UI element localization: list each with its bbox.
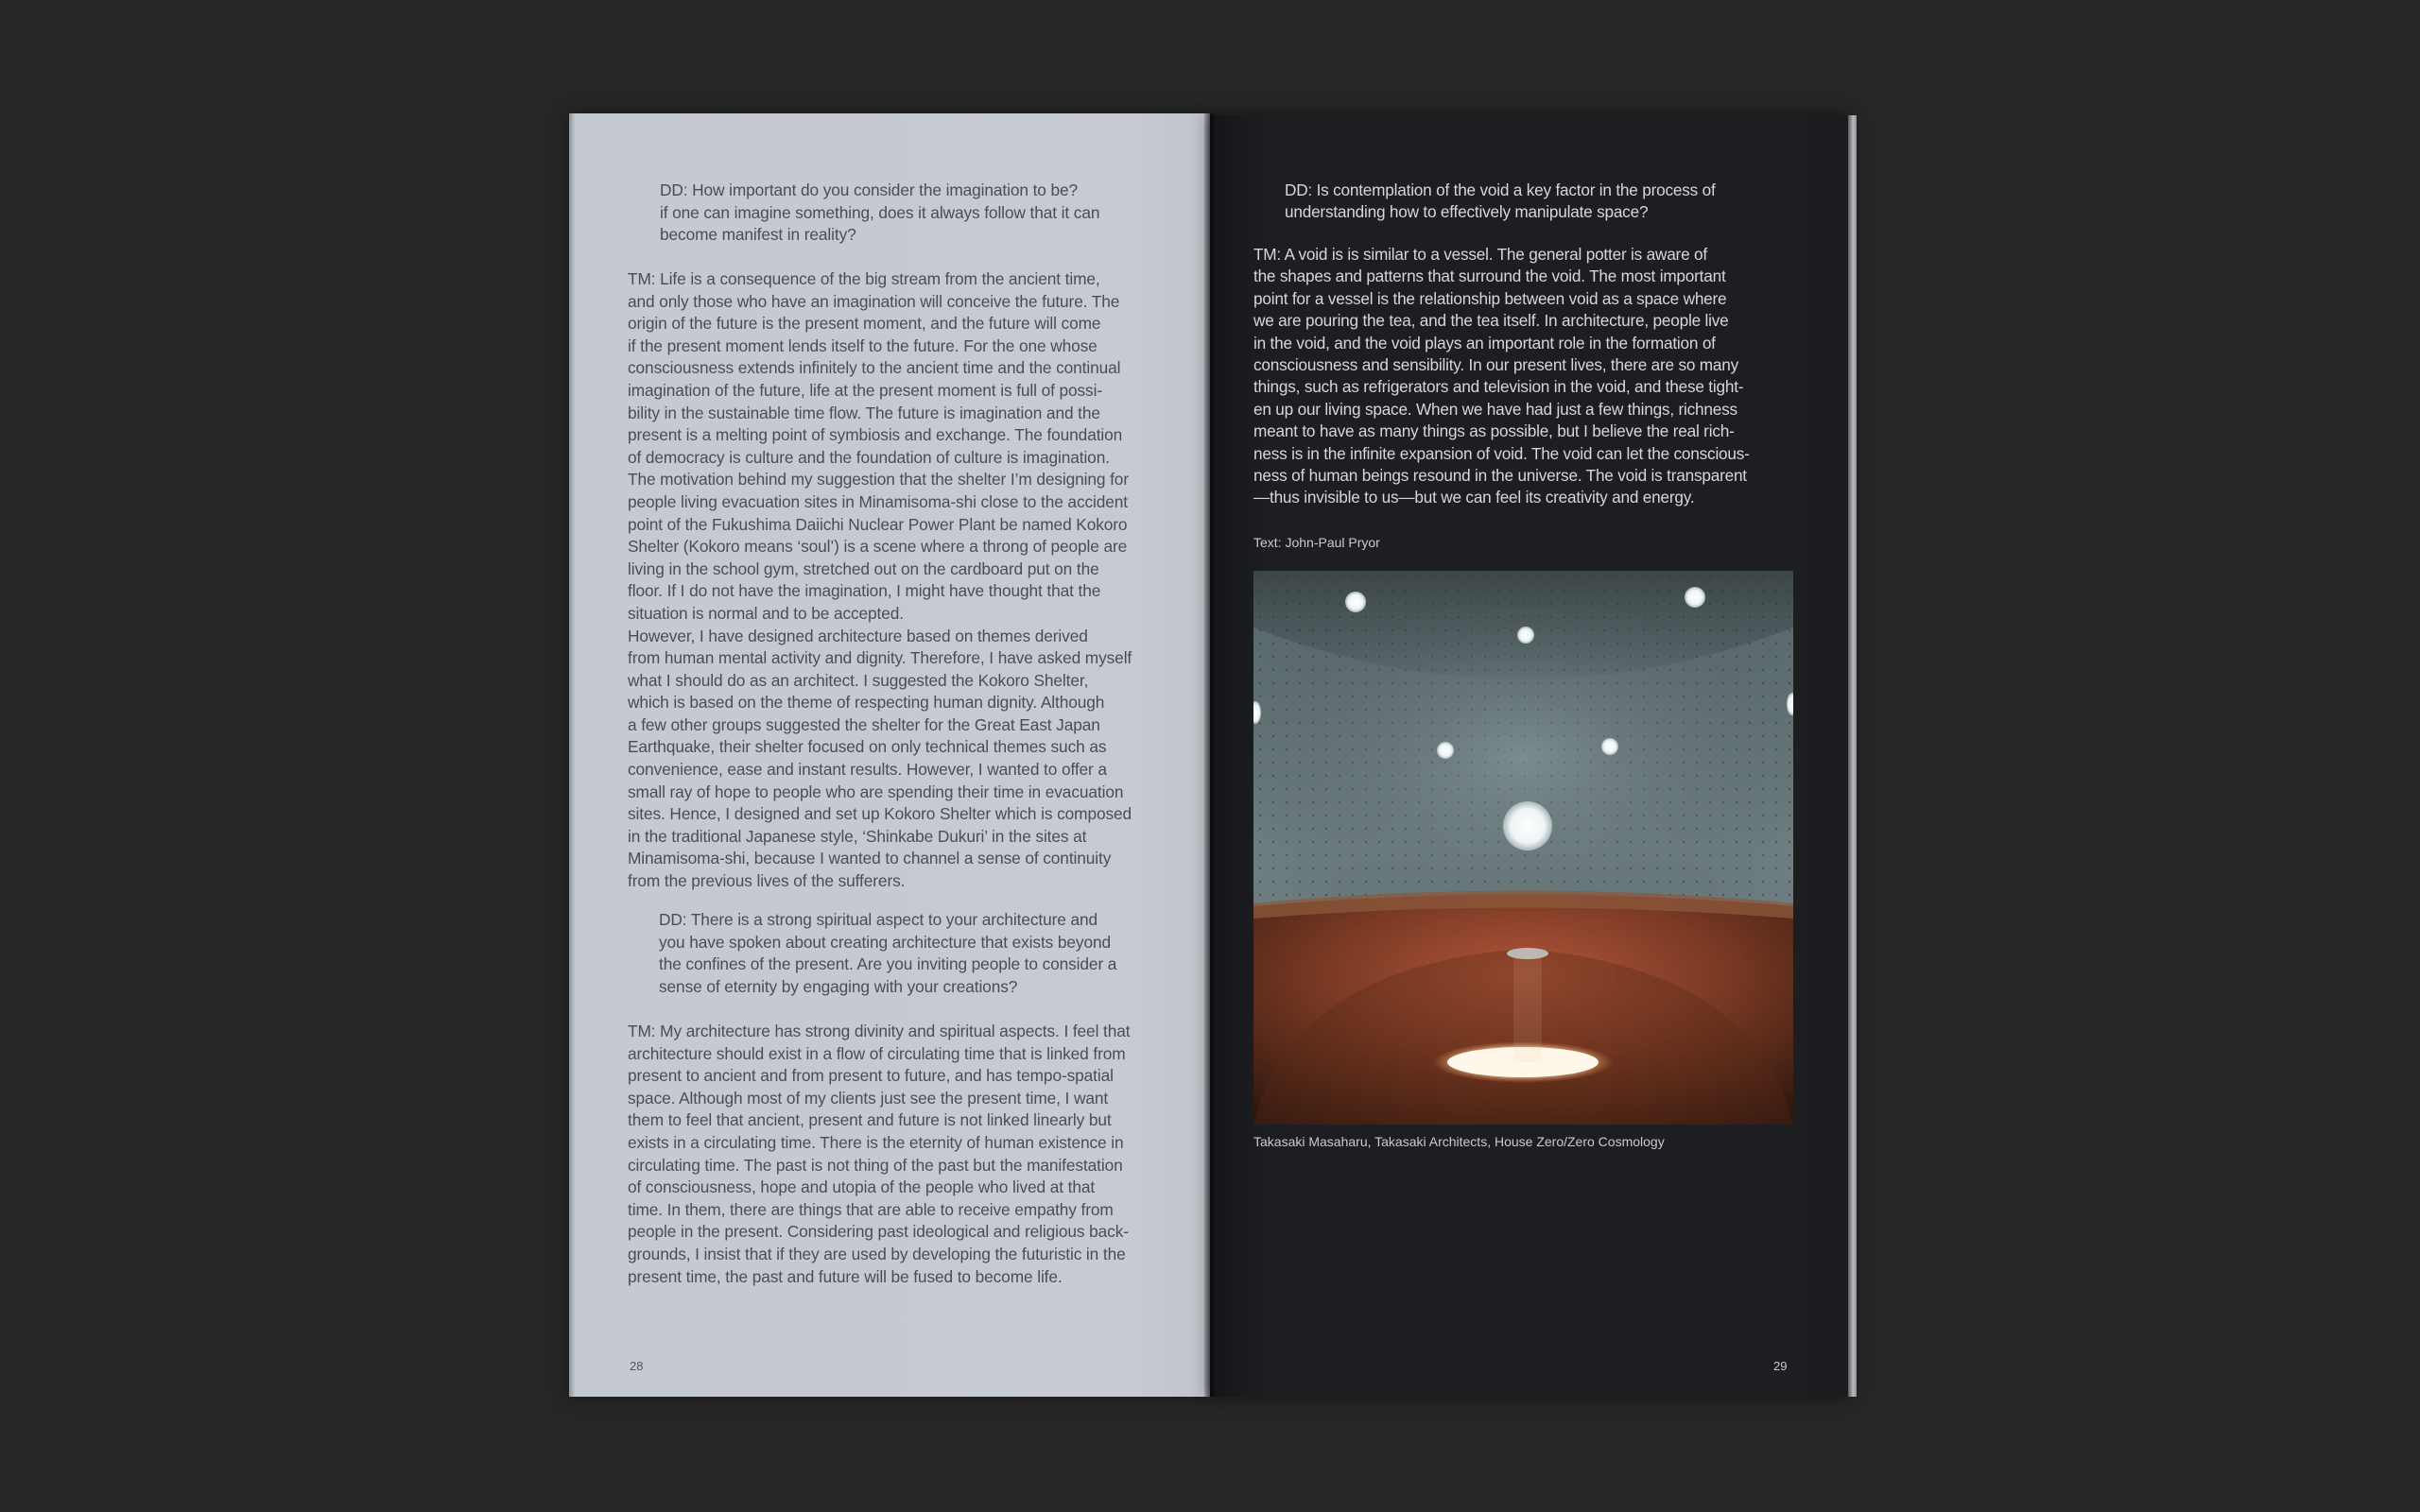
answer-void: TM: A void is is similar to a vessel. The general potter is aware of the shapes and patterns that surround the void. The most important point for a vessel is the relationship between void as a space where we are pouring the tea, and the tea itself. In architecture, people live in the void, and the void plays an important role in the formation of consciousness and sensibility. In our present lives, there are so many things, such as refrigerators and television in the void, and these tight- en up our living space. When we have had just a few things, richness meant to have as many things as possible, but I believe the real rich- ness is in the infinite expansion of void. The void can let the conscious- ness of human beings resound in the universe. The void is transparent —thus invisible to us—but we can feel its creativity and energy.: [1253, 245, 1750, 507]
left-page: [569, 113, 1210, 1397]
question-void: DD: Is contemplation of the void a key factor in the process of understanding how to effectively manipulate space?: [1285, 180, 1716, 222]
page-number-right: 29: [1773, 1359, 1788, 1373]
text-credit: Text: John-Paul Pryor: [1253, 535, 1380, 550]
answer-imagination: TM: Life is a consequence of the big stream from the ancient time, and only those who have an imagination will conceive the future. The origin of the future is the present moment, and the future will come if the present moment lends itself to the future. For the one whose consciousness extends infinitely to the ancient time and the continual imagination of the future, life at the present moment is full of possi- bility in the sustainable time flow. The future is imagination and the present is a melting point of symbiosis and exchange. The foundation of democracy is culture and the foundation of culture is imagination. The motivation behind my suggestion that the shelter I’m designing for people living evacuation sites in Minamisoma-shi close to the accident point of the Fukushima Daiichi Nuclear Power Plant be named Kokoro Shelter (Kokoro means ‘soul’) is a scene where a throng of people are living in the school gym, stretched out on the cardboard put on the floor. If I do not have the imagination, I might have thought that the situation is normal and to be accepted. However, I have designed architecture based on themes derived from human mental activity and dignity. Therefore, I have asked myself what I should do as an architect. I suggested the Kokoro Shelter, which is based on the theme of respecting human dignity. Although a few other groups suggested the shelter for the Great East Japan Earthquake, their shelter focused on only technical themes such as convenience, ease and instant results. However, I wanted to offer a small ray of hope to people who are spending their time in evacuation sites. Hence, I designed and set up Kokoro Shelter which is composed in the traditional Japanese style, ‘Shinkabe Dukuri’ in the sites at Minamisoma-shi, because I wanted to channel a sense of continuity from the previous lives of the sufferers.: [628, 269, 1132, 891]
house-zero-interior-image: [1253, 571, 1793, 1125]
left-page-edge: [569, 113, 575, 1397]
page-number-left: 28: [630, 1359, 644, 1373]
spine-gutter: [1204, 113, 1216, 1397]
photo-caption: Takasaki Masaharu, Takasaki Architects, House Zero/Zero Cosmology: [1253, 1134, 1665, 1149]
answer-spiritual: TM: My architecture has strong divinity and spiritual aspects. I feel that architecture should exist in a flow of circulating time that is linked from present to ancient and from present to future, and has tempo-spatial space. Although most of my clients just see the present time, I want them to feel that ancient, present and future is not linked linearly but exists in a circulating time. There is the eternity of human existence in circulating time. The past is not thing of the past but the manifestation of consciousness, hope and utopia of the people who lived at that time. In them, there are things that are able to receive empathy from people in the present. Considering past ideological and religious back- grounds, I insist that if they are used by developing the futuristic in the present time, the past and future will be fused to become life.: [628, 1022, 1131, 1286]
architecture-photo: [1253, 571, 1793, 1125]
question-spiritual: DD: There is a strong spiritual aspect to your architecture and you have spoken about creating architecture that exists beyond the confines of the present. Are you inviting people to consider a sense of eternity by engaging with your creations?: [659, 910, 1117, 996]
right-page-edge: [1848, 115, 1857, 1397]
question-imagination: DD: How important do you consider the imagination to be? if one can imagine something, does it always follow that it can become manifest in reality?: [660, 180, 1100, 245]
